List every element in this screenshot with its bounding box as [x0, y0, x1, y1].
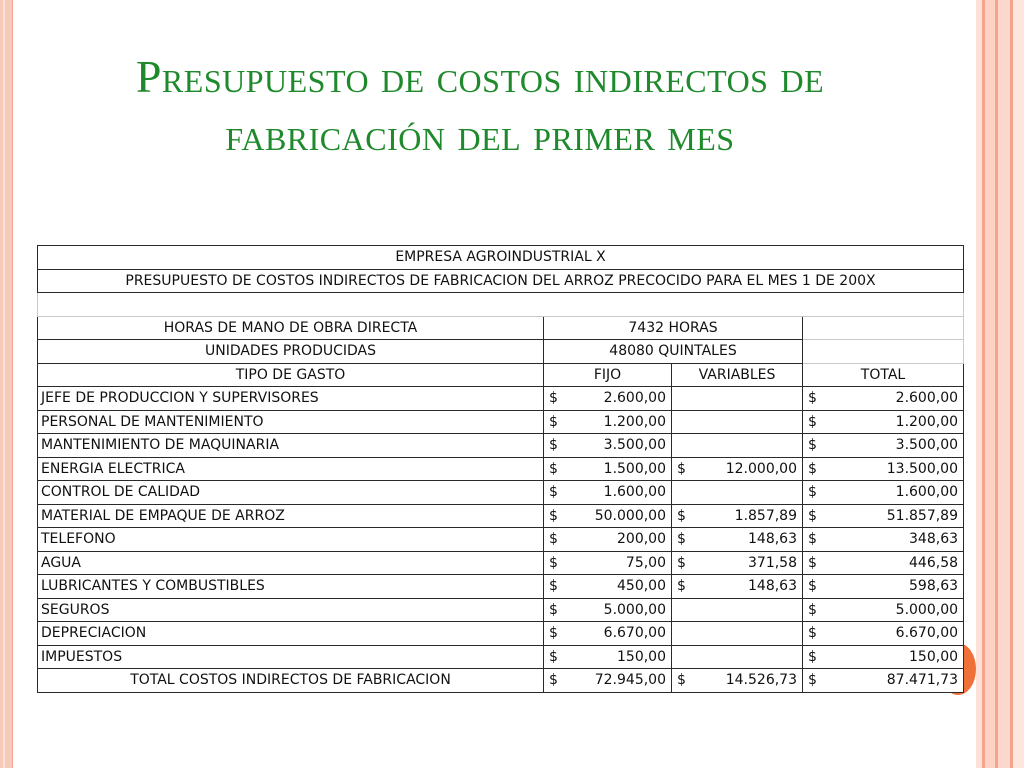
- currency-symbol: $: [808, 413, 817, 430]
- variable-cost: [672, 504, 803, 528]
- currency-symbol: $: [677, 507, 686, 524]
- info-empty: [803, 316, 964, 340]
- amount: 371,58: [748, 554, 797, 571]
- total-cost: [803, 645, 964, 669]
- amount: 1.500,00: [603, 460, 666, 477]
- header-fijo: FIJO: [544, 363, 672, 387]
- expense-row: [38, 551, 964, 575]
- info-label: UNIDADES PRODUCIDAS: [38, 340, 544, 364]
- expense-row: [38, 598, 964, 622]
- fixed-cost: [544, 528, 672, 552]
- expense-type: SEGUROS: [38, 598, 544, 622]
- currency-symbol: $: [549, 390, 558, 407]
- blank-row: [38, 293, 964, 317]
- amount: 2.600,00: [895, 390, 959, 407]
- expense-row: [38, 645, 964, 669]
- currency-symbol: $: [808, 625, 817, 642]
- fixed-cost: [544, 504, 672, 528]
- total-row: [38, 669, 964, 693]
- currency-symbol: $: [549, 625, 558, 642]
- total-cost: [803, 457, 964, 481]
- expense-type: LUBRICANTES Y COMBUSTIBLES: [38, 575, 544, 599]
- amount: 13.500,00: [886, 460, 959, 477]
- info-label: HORAS DE MANO DE OBRA DIRECTA: [38, 316, 544, 340]
- info-row: [38, 316, 964, 340]
- total-cost: [803, 528, 964, 552]
- total-cost: [803, 410, 964, 434]
- currency-symbol: $: [549, 554, 558, 571]
- currency-symbol: $: [677, 672, 686, 689]
- fixed-cost: [544, 669, 672, 693]
- variable-cost: [672, 622, 803, 646]
- info-row: [38, 340, 964, 364]
- currency-symbol: $: [549, 672, 558, 689]
- amount: 598,63: [909, 578, 959, 595]
- expense-type: DEPRECIACION: [38, 622, 544, 646]
- total-cost: [803, 434, 964, 458]
- blank-cell: [38, 293, 964, 317]
- amount: 75,00: [625, 554, 666, 571]
- info-value: 48080 QUINTALES: [544, 340, 803, 364]
- currency-symbol: $: [549, 413, 558, 430]
- currency-symbol: $: [549, 484, 558, 501]
- total-cost: [803, 481, 964, 505]
- expense-type: MATERIAL DE EMPAQUE DE ARROZ: [38, 504, 544, 528]
- currency-symbol: $: [808, 672, 817, 689]
- fixed-cost: [544, 410, 672, 434]
- currency-symbol: $: [677, 531, 686, 548]
- left-decorative-border: [0, 0, 13, 768]
- expense-type: PERSONAL DE MANTENIMIENTO: [38, 410, 544, 434]
- variable-cost: [672, 481, 803, 505]
- currency-symbol: $: [677, 578, 686, 595]
- amount: 51.857,89: [886, 507, 959, 524]
- info-value: 7432 HORAS: [544, 316, 803, 340]
- expense-row: [38, 504, 964, 528]
- amount: 148,63: [748, 531, 797, 548]
- variable-cost: [672, 551, 803, 575]
- currency-symbol: $: [808, 507, 817, 524]
- sheet-subtitle: PRESUPUESTO DE COSTOS INDIRECTOS DE FABRICACION DEL ARROZ PRECOCIDO PARA EL MES 1 DE 200X: [38, 269, 964, 293]
- variable-cost: [672, 669, 803, 693]
- currency-symbol: $: [808, 648, 817, 665]
- total-cost: [803, 622, 964, 646]
- header-total: TOTAL: [803, 363, 964, 387]
- currency-symbol: $: [549, 437, 558, 454]
- right-decorative-stripes: [976, 0, 1024, 768]
- amount: 14.526,73: [725, 672, 797, 689]
- amount: 12.000,00: [725, 460, 797, 477]
- expense-row: [38, 575, 964, 599]
- amount: 446,58: [909, 554, 959, 571]
- amount: 450,00: [617, 578, 666, 595]
- expense-type: JEFE DE PRODUCCION Y SUPERVISORES: [38, 387, 544, 411]
- expense-type: TELEFONO: [38, 528, 544, 552]
- header-variables: VARIABLES: [672, 363, 803, 387]
- currency-symbol: $: [677, 554, 686, 571]
- currency-symbol: $: [808, 460, 817, 477]
- currency-symbol: $: [808, 554, 817, 571]
- header-row: [38, 363, 964, 387]
- currency-symbol: $: [808, 437, 817, 454]
- company-name: EMPRESA AGROINDUSTRIAL X: [38, 246, 964, 270]
- amount: 3.500,00: [895, 437, 959, 454]
- fixed-cost: [544, 434, 672, 458]
- total-cost: [803, 575, 964, 599]
- expense-row: [38, 457, 964, 481]
- currency-symbol: $: [549, 601, 558, 618]
- amount: 3.500,00: [603, 437, 666, 454]
- fixed-cost: [544, 598, 672, 622]
- subtitle-row: [38, 269, 964, 293]
- total-cost: [803, 387, 964, 411]
- expense-type: TOTAL COSTOS INDIRECTOS DE FABRICACION: [38, 669, 544, 693]
- currency-symbol: $: [808, 531, 817, 548]
- variable-cost: [672, 434, 803, 458]
- fixed-cost: [544, 575, 672, 599]
- variable-cost: [672, 575, 803, 599]
- fixed-cost: [544, 622, 672, 646]
- currency-symbol: $: [549, 531, 558, 548]
- amount: 2.600,00: [603, 390, 666, 407]
- currency-symbol: $: [808, 484, 817, 501]
- amount: 50.000,00: [594, 507, 666, 524]
- amount: 5.000,00: [895, 601, 959, 618]
- variable-cost: [672, 387, 803, 411]
- fixed-cost: [544, 645, 672, 669]
- variable-cost: [672, 645, 803, 669]
- budget-table: [37, 245, 964, 693]
- amount: 72.945,00: [594, 672, 666, 689]
- slide-title: Presupuesto de costos indirectos de fabricación del primer mes: [135, 51, 825, 160]
- variable-cost: [672, 598, 803, 622]
- fixed-cost: [544, 551, 672, 575]
- expense-row: [38, 622, 964, 646]
- expense-row: [38, 410, 964, 434]
- currency-symbol: $: [808, 601, 817, 618]
- info-empty: [803, 340, 964, 364]
- total-cost: [803, 598, 964, 622]
- expense-row: [38, 387, 964, 411]
- amount: 150,00: [909, 648, 959, 665]
- expense-row: [38, 481, 964, 505]
- total-cost: [803, 551, 964, 575]
- total-cost: [803, 669, 964, 693]
- variable-cost: [672, 410, 803, 434]
- variable-cost: [672, 457, 803, 481]
- header-tipo: TIPO DE GASTO: [38, 363, 544, 387]
- amount: 6.670,00: [603, 625, 666, 642]
- expense-type: MANTENIMIENTO DE MAQUINARIA: [38, 434, 544, 458]
- amount: 5.000,00: [603, 601, 666, 618]
- expense-type: ENERGIA ELECTRICA: [38, 457, 544, 481]
- variable-cost: [672, 528, 803, 552]
- amount: 348,63: [909, 531, 959, 548]
- currency-symbol: $: [549, 460, 558, 477]
- amount: 200,00: [617, 531, 666, 548]
- amount: 1.857,89: [734, 507, 797, 524]
- fixed-cost: [544, 481, 672, 505]
- currency-symbol: $: [677, 460, 686, 477]
- fixed-cost: [544, 457, 672, 481]
- amount: 1.600,00: [895, 484, 959, 501]
- amount: 148,63: [748, 578, 797, 595]
- currency-symbol: $: [549, 648, 558, 665]
- currency-symbol: $: [549, 578, 558, 595]
- amount: 87.471,73: [886, 672, 959, 689]
- total-cost: [803, 504, 964, 528]
- expense-type: AGUA: [38, 551, 544, 575]
- fixed-cost: [544, 387, 672, 411]
- company-row: [38, 246, 964, 270]
- expense-row: [38, 434, 964, 458]
- currency-symbol: $: [549, 507, 558, 524]
- amount: 1.600,00: [603, 484, 666, 501]
- amount: 150,00: [617, 648, 666, 665]
- amount: 1.200,00: [603, 413, 666, 430]
- amount: 6.670,00: [895, 625, 959, 642]
- expense-row: [38, 528, 964, 552]
- currency-symbol: $: [808, 578, 817, 595]
- expense-type: IMPUESTOS: [38, 645, 544, 669]
- amount: 1.200,00: [895, 413, 959, 430]
- expense-type: CONTROL DE CALIDAD: [38, 481, 544, 505]
- currency-symbol: $: [808, 390, 817, 407]
